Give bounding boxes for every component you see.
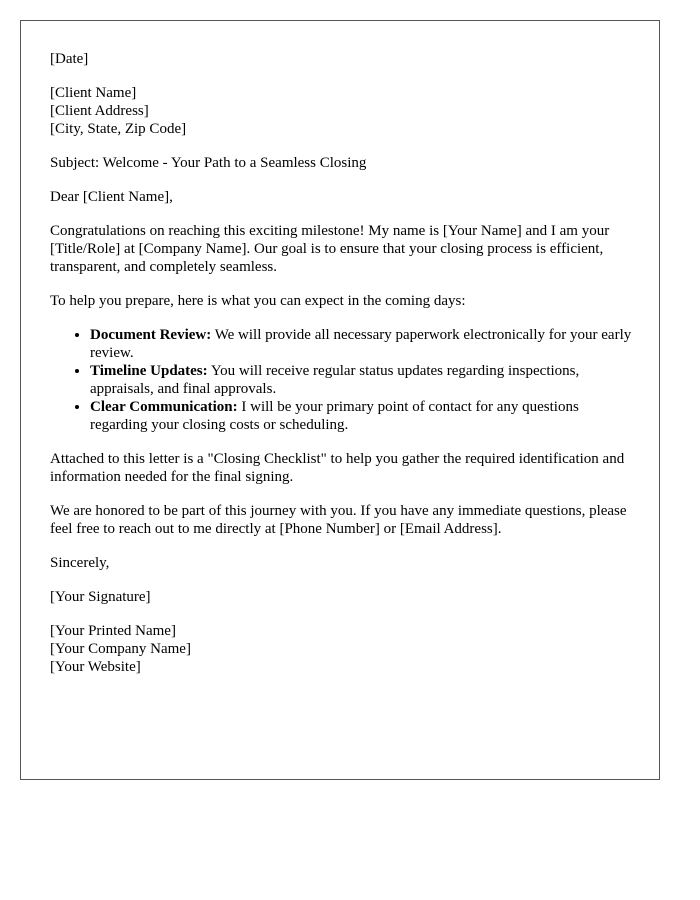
list-item — [90, 362, 640, 398]
list-item-text: I will be your primary point of contact for any questions regarding your closing costs or scheduling. — [90, 399, 579, 433]
client-city-state-zip: [City, State, Zip Code] — [50, 121, 187, 137]
sender-printed-name: [Your Printed Name] — [50, 623, 176, 639]
letter-subject: Subject: Welcome - Your Path to a Seamless Closing — [50, 155, 367, 171]
attachment-paragraph: Attached to this letter is a "Closing Checklist" to help you gather the required identification and information needed for the final signing. — [50, 451, 625, 485]
sign-off: Sincerely, — [50, 555, 110, 571]
list-item — [90, 326, 640, 362]
letter-salutation: Dear [Client Name], — [50, 189, 173, 205]
list-item-text: You will receive regular status updates regarding inspections, appraisals, and final approvals. — [90, 363, 580, 397]
closing-paragraph: We are honored to be part of this journey with you. If you have any immediate questions, please feel free to reach out to me directly at [Phone Number] or [Email Address]. — [50, 503, 627, 537]
list-item-title: Clear Communication: — [90, 399, 238, 415]
client-address: [Client Address] — [50, 103, 149, 119]
list-item-text: We will provide all necessary paperwork electronically for your early review. — [90, 327, 632, 361]
list-item-title: Timeline Updates: — [90, 363, 208, 379]
sender-company-name: [Your Company Name] — [50, 641, 191, 657]
list-item — [90, 398, 640, 434]
intro-paragraph: Congratulations on reaching this exciting milestone! My name is [Your Name] and I am your [Title/Role] at [Company Name]. Our goal is to ensure that your closing process is efficient, transparent, and completely seamless. — [50, 223, 610, 275]
sender-block — [50, 622, 640, 676]
letter-date: [Date] — [50, 51, 89, 67]
list-item-title: Document Review: — [90, 327, 212, 343]
client-name: [Client Name] — [50, 85, 137, 101]
client-address-block — [50, 84, 640, 138]
expectations-intro: To help you prepare, here is what you can expect in the coming days: — [50, 293, 466, 309]
sender-website: [Your Website] — [50, 659, 141, 675]
signature: [Your Signature] — [50, 589, 151, 605]
expectations-list — [50, 326, 640, 434]
letter-page — [20, 20, 660, 780]
letter-body — [50, 50, 640, 692]
